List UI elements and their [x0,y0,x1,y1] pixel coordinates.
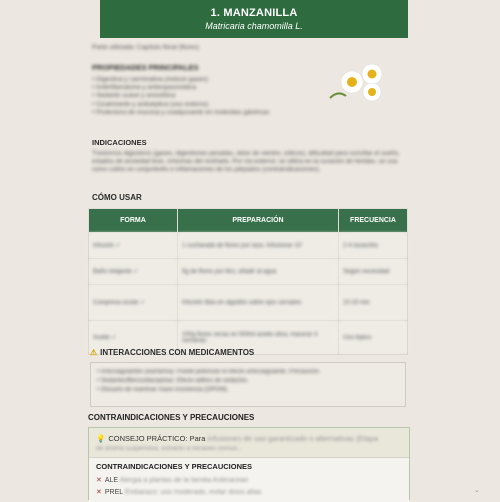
table-cell: Baño relajante ✓ [89,259,178,285]
table-row [89,285,408,321]
table-cell: 5g de flores por litro, añadir al agua [178,259,339,285]
item-prefix: ALE [104,477,119,484]
table-cell: Uso tópico [339,321,408,355]
warning-icon: ⚠ [90,348,98,357]
indications-heading: INDICACIONES [92,138,147,147]
item-text: Embarazo: uso moderado, evitar dosis altas [124,489,262,496]
usage-table [88,208,408,355]
table-cell: Infusión tibia en algodón sobre ojos cerrados [178,285,339,321]
properties-heading: PROPIEDADES PRINCIPALES [92,63,199,72]
list-item [96,488,261,496]
list-item: • Antiinflamatoria y antiespasmódica [92,84,270,92]
plant-part-text: Parte utilizada: Capítulo floral (flores) [92,44,199,51]
list-item [96,476,248,484]
list-item: • Glosario de reaminar mase insistencia (OPGM). [97,386,405,395]
table-row [89,259,408,285]
lightbulb-icon: 💡 [96,434,106,443]
page-title: 1. MANZANILLA [210,7,298,19]
item-prefix: PREL [104,489,123,496]
flower-icon [330,64,382,101]
tip-row [96,434,378,443]
list-item: • Anticoagulantes (warfarina): Puede potenciar el efecto anticoagulante. Precaución. [97,368,405,377]
panel-title: CONTRAINDICACIONES Y PRECAUCIONES [96,462,252,471]
interactions-list [97,368,405,395]
list-item: • Protectora de mucosa y coadyuvante en molestias gástricas [92,109,270,117]
column-header: FRECUENCIA [339,209,408,233]
list-item: • Sedante suave y ansiolítica [92,92,270,100]
scroll-chevron-icon[interactable]: ⌄ [474,487,480,494]
tip-text: infusiones de uso garantizado o alternativas (Etapa [207,434,379,443]
table-cell: Aceite ✓ [89,321,178,355]
scientific-name: Matricaria chamomilla L. [205,21,303,31]
list-item: • Sedantes/Benzodiacepinas: Efecto aditivo de sedación. [97,377,405,386]
list-item: • Cicatrizante y antiséptica (uso externo) [92,101,270,109]
table-cell: 1 cucharada de flores por taza. Infusionar 10' [178,233,339,259]
contraindications-panel [89,457,409,502]
cross-icon: ✕ [96,489,102,496]
list-item: • Digestiva y carminativa (reduce gases) [92,76,270,84]
item-text: Alergia a plantas de la familia Asteraceae [119,477,249,484]
table-cell: 100g flores secas en 500ml aceite oliva, macerar 4 semanas [178,321,339,355]
usage-heading: CÓMO USAR [92,193,142,202]
tip-label: CONSEJO PRÁCTICO: Para [108,434,206,443]
table-row [89,233,408,259]
cross-icon: ✕ [96,477,102,484]
interactions-heading [90,348,254,357]
title-banner [100,0,408,38]
tip-text-line2: de aroma suspensiva, extracto a secaoes consul... [96,445,242,452]
properties-list [92,76,270,117]
tip-box [88,427,410,500]
interactions-heading-label: INTERACCIONES CON MEDICAMENTOS [100,348,255,357]
chamomile-flowers-illustration [328,60,388,110]
indications-text: Trastornos digestivos (gases, digestiones pesadas, dolor de vientre, cólicos), dificultad para conciliar el sueño, estados de ansiedad leve, síntomas del resfriado. Por vía externa: se utiliza en la curación de heridas, se usa como colirio en conjuntivitis e inflamaciones de los párpados (contraindicaciones). [92,150,400,173]
interactions-box [90,362,406,407]
contraindications-heading: CONTRAINDICACIONES Y PRECAUCIONES [88,413,255,422]
table-cell: 10-15 min [339,285,408,321]
table-cell: Infusión ✓ [89,233,178,259]
table-header-row [89,209,408,233]
column-header: FORMA [89,209,178,233]
column-header: PREPARACIÓN [178,209,339,233]
table-cell: Según necesidad [339,259,408,285]
table-cell: 2-4 tazas/día [339,233,408,259]
table-cell: Compresa ocular ✓ [89,285,178,321]
